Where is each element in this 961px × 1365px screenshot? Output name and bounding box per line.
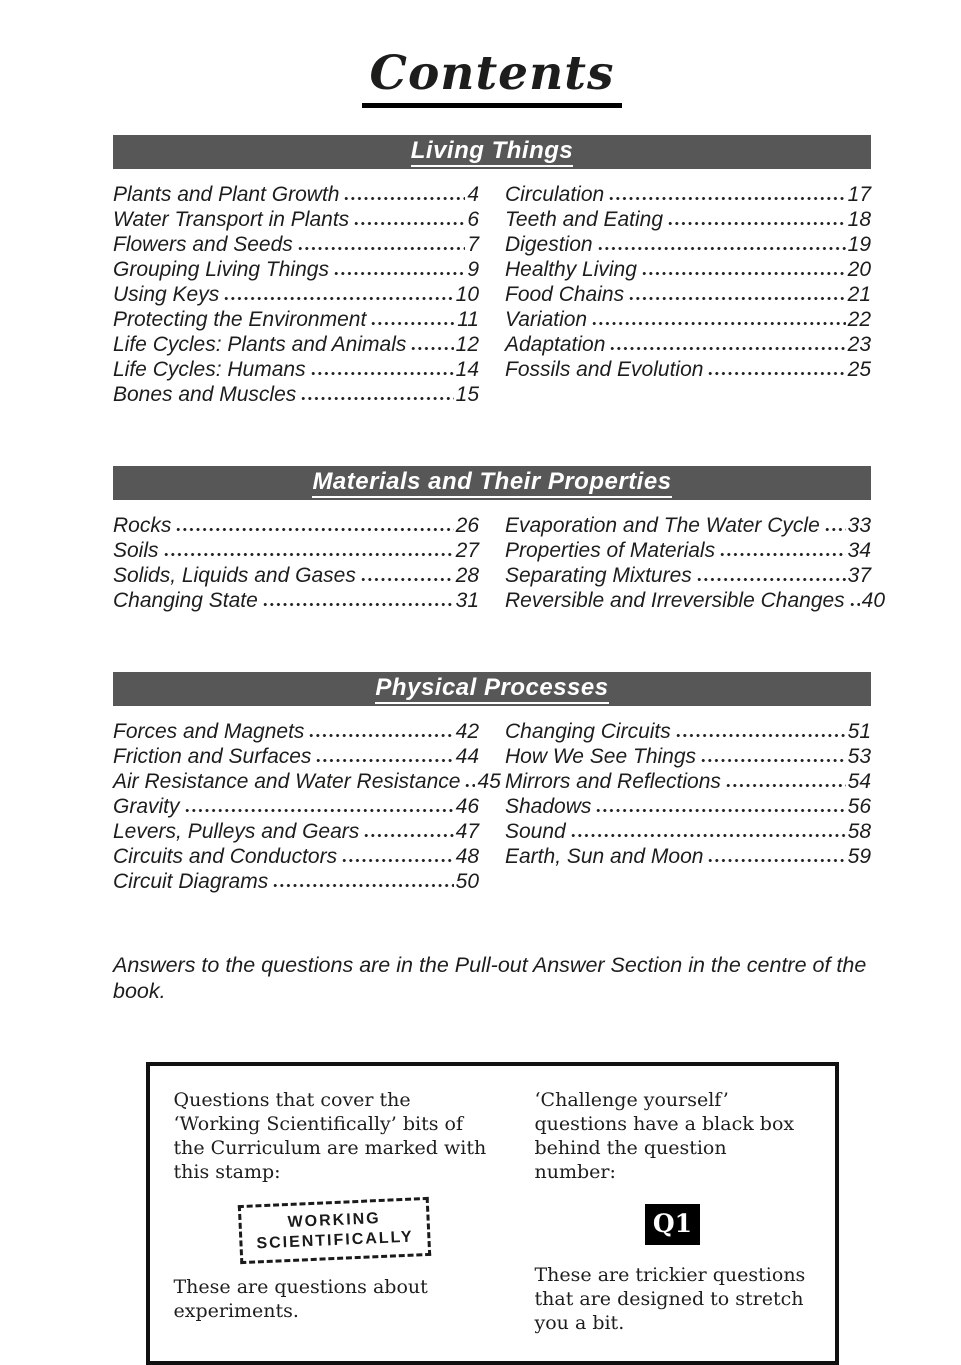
toc-entry-label: Gravity xyxy=(113,795,180,818)
section-title: Physical Processes xyxy=(375,675,608,704)
toc-entry-page: 31 xyxy=(455,589,479,612)
toc-entry-label: Flowers and Seeds xyxy=(113,233,293,256)
toc-entry-page: 28 xyxy=(455,564,479,587)
section-header-bar-materials xyxy=(113,466,871,500)
toc-entry-page: 12 xyxy=(455,333,479,356)
toc-entry xyxy=(505,307,871,332)
toc-entry xyxy=(113,869,479,894)
toc-entry-page: 40 xyxy=(861,589,886,612)
dot-leader xyxy=(273,883,453,888)
dot-leader xyxy=(298,246,466,251)
stamp-wrap xyxy=(174,1201,496,1260)
toc-entry xyxy=(113,513,479,538)
toc-entry xyxy=(505,257,871,282)
toc-entry-page: 19 xyxy=(847,233,871,256)
toc-entry xyxy=(113,563,479,588)
toc-entry-page: 42 xyxy=(455,720,479,743)
toc-entry-label: Mirrors and Reflections xyxy=(505,770,721,793)
toc-entry-page: 9 xyxy=(467,258,479,281)
toc-column-left xyxy=(113,513,479,613)
dot-leader xyxy=(720,552,846,557)
toc-entry-label: Shadows xyxy=(505,795,592,818)
toc-entry-label: Grouping Living Things xyxy=(113,258,329,281)
dot-leader xyxy=(411,346,453,351)
dot-leader xyxy=(334,271,465,276)
dot-leader xyxy=(571,833,846,838)
toc-entry-page: 44 xyxy=(455,745,479,768)
dot-leader xyxy=(224,296,453,301)
toc-entry xyxy=(113,307,479,332)
dot-leader xyxy=(708,371,845,376)
dot-leader xyxy=(185,808,454,813)
dot-leader xyxy=(629,296,846,301)
toc-entry xyxy=(505,769,871,794)
toc-entry xyxy=(113,844,479,869)
toc-entry-label: Rocks xyxy=(113,514,172,537)
dot-leader xyxy=(176,527,453,532)
challenge-caption: These are trickier questions that are designed to stretch you a bit. xyxy=(534,1264,806,1334)
toc-entry-label: Properties of Materials xyxy=(505,539,716,562)
dot-leader xyxy=(354,221,465,226)
toc-entry-page: 45 xyxy=(477,770,501,793)
working-scientifically-stamp xyxy=(238,1197,432,1264)
toc-entry-label: Changing State xyxy=(113,589,258,612)
toc-entry-page: 34 xyxy=(847,539,871,562)
toc-entry xyxy=(505,744,871,769)
challenge-intro: ‘Challenge yourself’ questions have a black box behind the question number: xyxy=(534,1089,795,1183)
dot-leader xyxy=(361,577,454,582)
toc-entry-label: Bones and Muscles xyxy=(113,383,297,406)
dot-leader xyxy=(668,221,846,226)
toc-entry-page: 33 xyxy=(847,514,871,537)
toc-entry-page: 6 xyxy=(467,208,479,231)
toc-entry xyxy=(505,563,871,588)
toc-entry-page: 14 xyxy=(455,358,479,381)
toc-column-right xyxy=(505,513,886,613)
toc-entry-label: Friction and Surfaces xyxy=(113,745,312,768)
info-box-challenge-yourself xyxy=(535,1088,811,1335)
toc-entry xyxy=(505,719,871,744)
toc-entry-page: 10 xyxy=(455,283,479,306)
dot-leader xyxy=(344,196,465,201)
toc-entry xyxy=(113,232,479,257)
dot-leader xyxy=(316,758,453,763)
toc-entry xyxy=(113,588,479,613)
info-box-working-scientifically xyxy=(174,1088,496,1335)
dot-leader xyxy=(301,396,453,401)
toc-entry-page: 59 xyxy=(847,845,871,868)
toc-entry xyxy=(505,588,886,613)
answers-note: Answers to the questions are in the Pull-out Answer Section in the centre of the book. xyxy=(113,953,867,1003)
toc-entry xyxy=(505,207,871,232)
toc-entry-page: 4 xyxy=(467,183,479,206)
toc-entry-page: 54 xyxy=(847,770,871,793)
toc-entry-label: Reversible and Irreversible Changes xyxy=(505,589,845,612)
toc-entry-label: Air Resistance and Water Resistance xyxy=(113,770,461,793)
toc-entry xyxy=(113,357,479,382)
dot-leader xyxy=(311,371,454,376)
toc-entry-page: 37 xyxy=(847,564,871,587)
toc-entry-page: 56 xyxy=(847,795,871,818)
toc-entry xyxy=(505,538,871,563)
dot-leader xyxy=(364,833,453,838)
toc-entry-page: 26 xyxy=(455,514,479,537)
dot-leader xyxy=(598,246,846,251)
toc-entry xyxy=(113,769,501,794)
toc-columns-physical xyxy=(113,719,871,894)
toc-entry xyxy=(505,819,871,844)
toc-entry-label: Life Cycles: Plants and Animals xyxy=(113,333,407,356)
toc-entry xyxy=(113,182,479,207)
toc-column-right xyxy=(505,182,871,407)
toc-entry-label: Circuits and Conductors xyxy=(113,845,338,868)
toc-entry-page: 51 xyxy=(847,720,871,743)
toc-entry xyxy=(505,357,871,382)
toc-entry-page: 22 xyxy=(847,308,871,331)
toc-entry-label: Protecting the Environment xyxy=(113,308,367,331)
section-title: Living Things xyxy=(411,138,574,167)
toc-entry-label: Separating Mixtures xyxy=(505,564,692,587)
toc-entry-page: 17 xyxy=(847,183,871,206)
toc-entry-label: Levers, Pulleys and Gears xyxy=(113,820,360,843)
toc-entry-label: Sound xyxy=(505,820,566,843)
toc-column-right xyxy=(505,719,871,894)
toc-entry-page: 18 xyxy=(847,208,871,231)
toc-entry xyxy=(113,744,479,769)
working-scientifically-caption: These are questions about experiments. xyxy=(173,1276,428,1322)
dot-leader xyxy=(371,321,455,326)
dot-leader xyxy=(465,783,475,788)
toc-entry-label: Forces and Magnets xyxy=(113,720,305,743)
toc-entry-page: 25 xyxy=(847,358,871,381)
toc-entry xyxy=(505,332,871,357)
dot-leader xyxy=(676,733,846,738)
toc-entry-label: Using Keys xyxy=(113,283,220,306)
toc-columns-materials xyxy=(113,513,886,613)
toc-entry xyxy=(505,844,871,869)
toc-entry-label: Evaporation and The Water Cycle xyxy=(505,514,820,537)
dot-leader xyxy=(609,196,845,201)
toc-column-left xyxy=(113,719,501,894)
toc-entry-page: 50 xyxy=(455,870,479,893)
toc-entry xyxy=(505,282,871,307)
toc-entry-label: Changing Circuits xyxy=(505,720,671,743)
dot-leader xyxy=(850,602,860,607)
dot-leader xyxy=(592,321,846,326)
toc-entry-page: 7 xyxy=(467,233,479,256)
toc-entry xyxy=(113,794,479,819)
section-header-bar-physical xyxy=(113,672,871,706)
toc-entry xyxy=(113,332,479,357)
toc-entry-page: 15 xyxy=(455,383,479,406)
toc-entry-label: Variation xyxy=(505,308,588,331)
toc-entry-label: Adaptation xyxy=(505,333,606,356)
toc-entry-label: Healthy Living xyxy=(505,258,637,281)
dot-leader xyxy=(642,271,846,276)
toc-entry-page: 21 xyxy=(847,283,871,306)
toc-entry xyxy=(113,382,479,407)
toc-entry-label: Circulation xyxy=(505,183,605,206)
toc-entry xyxy=(113,282,479,307)
toc-entry xyxy=(113,207,479,232)
dot-leader xyxy=(596,808,845,813)
dot-leader xyxy=(263,602,454,607)
toc-entry-label: Plants and Plant Growth xyxy=(113,183,340,206)
dot-leader xyxy=(825,527,846,532)
dot-leader xyxy=(342,858,454,863)
toc-entry-page: 27 xyxy=(455,539,479,562)
toc-entry-label: Teeth and Eating xyxy=(505,208,664,231)
toc-entry-label: Food Chains xyxy=(505,283,625,306)
toc-entry-page: 11 xyxy=(457,308,479,331)
dot-leader xyxy=(708,858,845,863)
toc-entry-label: Life Cycles: Humans xyxy=(113,358,306,381)
toc-entry xyxy=(505,182,871,207)
dot-leader xyxy=(726,783,846,788)
toc-entry-page: 20 xyxy=(847,258,871,281)
toc-entry-page: 53 xyxy=(847,745,871,768)
toc-entry-page: 46 xyxy=(455,795,479,818)
toc-entry-page: 58 xyxy=(847,820,871,843)
toc-entry-page: 48 xyxy=(455,845,479,868)
dot-leader xyxy=(610,346,845,351)
stamp-line-2: SCIENTIFICALLY xyxy=(256,1228,414,1253)
toc-entry-label: Solids, Liquids and Gases xyxy=(113,564,356,587)
challenge-question-badge: Q1 xyxy=(645,1204,700,1245)
toc-entry-label: Digestion xyxy=(505,233,593,256)
toc-entry xyxy=(113,819,479,844)
dot-leader xyxy=(701,758,846,763)
working-scientifically-intro: Questions that cover the ‘Working Scientifically’ bits of the Curriculum are marked with this stamp: xyxy=(173,1089,487,1183)
toc-entry-label: Circuit Diagrams xyxy=(113,870,269,893)
dot-leader xyxy=(164,552,454,557)
toc-entry xyxy=(113,538,479,563)
toc-entry xyxy=(505,232,871,257)
page-title-wrap xyxy=(113,0,871,108)
dot-leader xyxy=(309,733,453,738)
toc-entry-label: Soils xyxy=(113,539,159,562)
page-title: Contents xyxy=(362,48,623,108)
toc-entry xyxy=(505,513,871,538)
toc-entry xyxy=(113,719,479,744)
toc-entry-label: Fossils and Evolution xyxy=(505,358,704,381)
toc-entry xyxy=(505,794,871,819)
section-header-bar-living-things xyxy=(113,135,871,169)
toc-entry-label: How We See Things xyxy=(505,745,697,768)
toc-entry-page: 23 xyxy=(847,333,871,356)
toc-column-left xyxy=(113,182,479,407)
toc-columns-living-things xyxy=(113,182,871,407)
toc-entry-label: Earth, Sun and Moon xyxy=(505,845,704,868)
info-box xyxy=(146,1062,839,1365)
stamp-line-1: WORKING xyxy=(287,1209,381,1232)
toc-entry xyxy=(113,257,479,282)
dot-leader xyxy=(697,577,846,582)
badge-wrap xyxy=(535,1204,811,1245)
toc-entry-page: 47 xyxy=(455,820,479,843)
section-title: Materials and Their Properties xyxy=(312,469,671,498)
toc-entry-label: Water Transport in Plants xyxy=(113,208,350,231)
